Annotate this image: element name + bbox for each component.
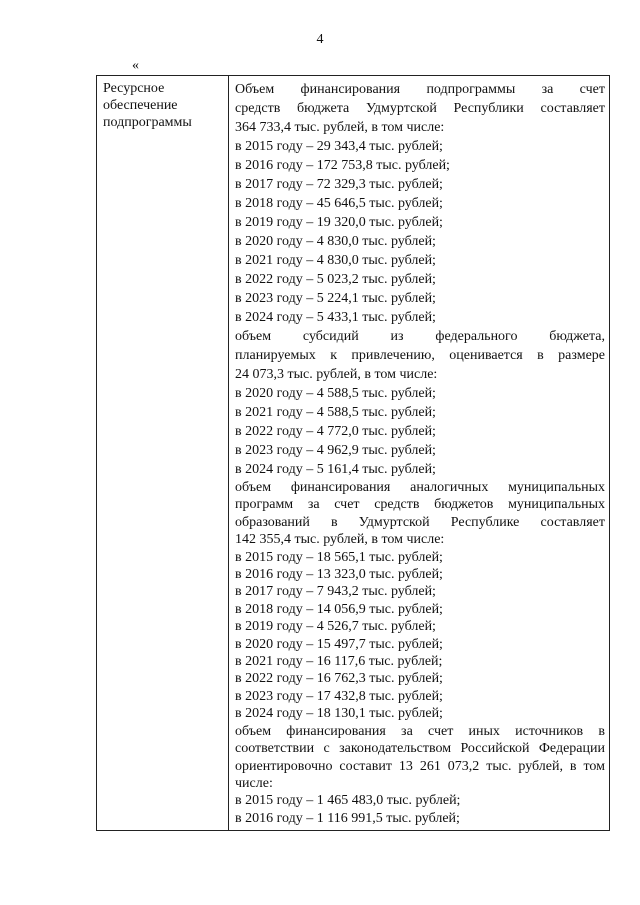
year-amount-line: в 2018 году – 14 056,9 тыс. рублей; (235, 601, 443, 617)
municipal-programs-block (235, 479, 605, 723)
year-amount-line: в 2021 году – 16 117,6 тыс. рублей; (235, 654, 443, 670)
content-cell (235, 80, 605, 830)
year-amount-line: в 2015 году – 18 565,1 тыс. рублей; (235, 549, 443, 565)
paragraph-line: числе: (235, 775, 273, 791)
year-amount-line: в 2021 году – 4 588,5 тыс. рублей; (235, 405, 436, 420)
year-amount-line: в 2016 году – 13 323,0 тыс. рублей; (235, 567, 443, 583)
year-amount-line: в 2019 году – 19 320,0 тыс. рублей; (235, 215, 443, 230)
paragraph-line: планируемых к привлечению, оценивается в размере (235, 348, 605, 363)
year-amount-line: в 2024 году – 5 161,4 тыс. рублей; (235, 462, 436, 477)
paragraph-line: образований в Удмуртской Республике составляет (235, 514, 605, 530)
year-amount-line: в 2019 году – 4 526,7 тыс. рублей; (235, 619, 436, 635)
year-amount-line: в 2020 году – 4 830,0 тыс. рублей; (235, 234, 436, 249)
year-amount-line: в 2023 году – 5 224,1 тыс. рублей; (235, 291, 436, 306)
year-amount-line: в 2015 году – 1 465 483,0 тыс. рублей; (235, 793, 461, 809)
row-header-line: Ресурсное (103, 81, 165, 96)
paragraph-line: средств бюджета Удмуртской Республики составляет (235, 101, 605, 116)
year-amount-line: в 2020 году – 15 497,7 тыс. рублей; (235, 636, 443, 652)
paragraph-line: соответствии с законодательством Российской Федерации (235, 741, 605, 757)
year-amount-line: в 2022 году – 16 762,3 тыс. рублей; (235, 671, 443, 687)
year-amount-line: в 2022 году – 5 023,2 тыс. рублей; (235, 272, 436, 287)
row-header-line: обеспечение (103, 98, 178, 113)
year-amount-line: в 2018 году – 45 646,5 тыс. рублей; (235, 196, 443, 211)
paragraph-line: 364 733,4 тыс. рублей, в том числе: (235, 120, 445, 135)
row-header-line: подпрограммы (103, 115, 192, 130)
federal-subsidy-block (235, 327, 605, 479)
paragraph-line: объем финансирования аналогичных муниципальных (235, 480, 605, 495)
year-amount-line: в 2022 году – 4 772,0 тыс. рублей; (235, 424, 436, 439)
paragraph-line: 24 073,3 тыс. рублей, в том числе: (235, 367, 438, 382)
opening-quote: « (132, 58, 139, 73)
row-header-cell (97, 76, 229, 830)
page-number: 4 (316, 32, 324, 47)
paragraph-line: объем субсидий из федерального бюджета, (235, 329, 605, 344)
paragraph-line: программ за счет средств бюджетов муниципальных (235, 497, 605, 513)
paragraph-line: 142 355,4 тыс. рублей, в том числе: (235, 532, 445, 548)
year-amount-line: в 2023 году – 17 432,8 тыс. рублей; (235, 688, 443, 704)
paragraph-line: Объем финансирования подпрограммы за счет (235, 82, 605, 97)
paragraph-line: объем финансирования за счет иных источников в (235, 723, 605, 739)
year-amount-line: в 2017 году – 72 329,3 тыс. рублей; (235, 177, 443, 192)
year-amount-line: в 2016 году – 1 116 991,5 тыс. рублей; (235, 810, 460, 826)
year-amount-line: в 2020 году – 4 588,5 тыс. рублей; (235, 386, 436, 401)
other-sources-block (235, 723, 605, 827)
year-amount-line: в 2017 году – 7 943,2 тыс. рублей; (235, 584, 436, 600)
year-amount-line: в 2024 году – 18 130,1 тыс. рублей; (235, 706, 443, 722)
year-amount-line: в 2024 году – 5 433,1 тыс. рублей; (235, 310, 436, 325)
year-amount-line: в 2016 году – 172 753,8 тыс. рублей; (235, 158, 450, 173)
resource-table (96, 75, 610, 831)
regional-budget-block (235, 80, 605, 327)
year-amount-line: в 2015 году – 29 343,4 тыс. рублей; (235, 139, 443, 154)
year-amount-line: в 2021 году – 4 830,0 тыс. рублей; (235, 253, 436, 268)
year-amount-line: в 2023 году – 4 962,9 тыс. рублей; (235, 443, 436, 458)
paragraph-line: ориентировочно составит 13 261 073,2 тыс. рублей, в том (235, 758, 605, 774)
